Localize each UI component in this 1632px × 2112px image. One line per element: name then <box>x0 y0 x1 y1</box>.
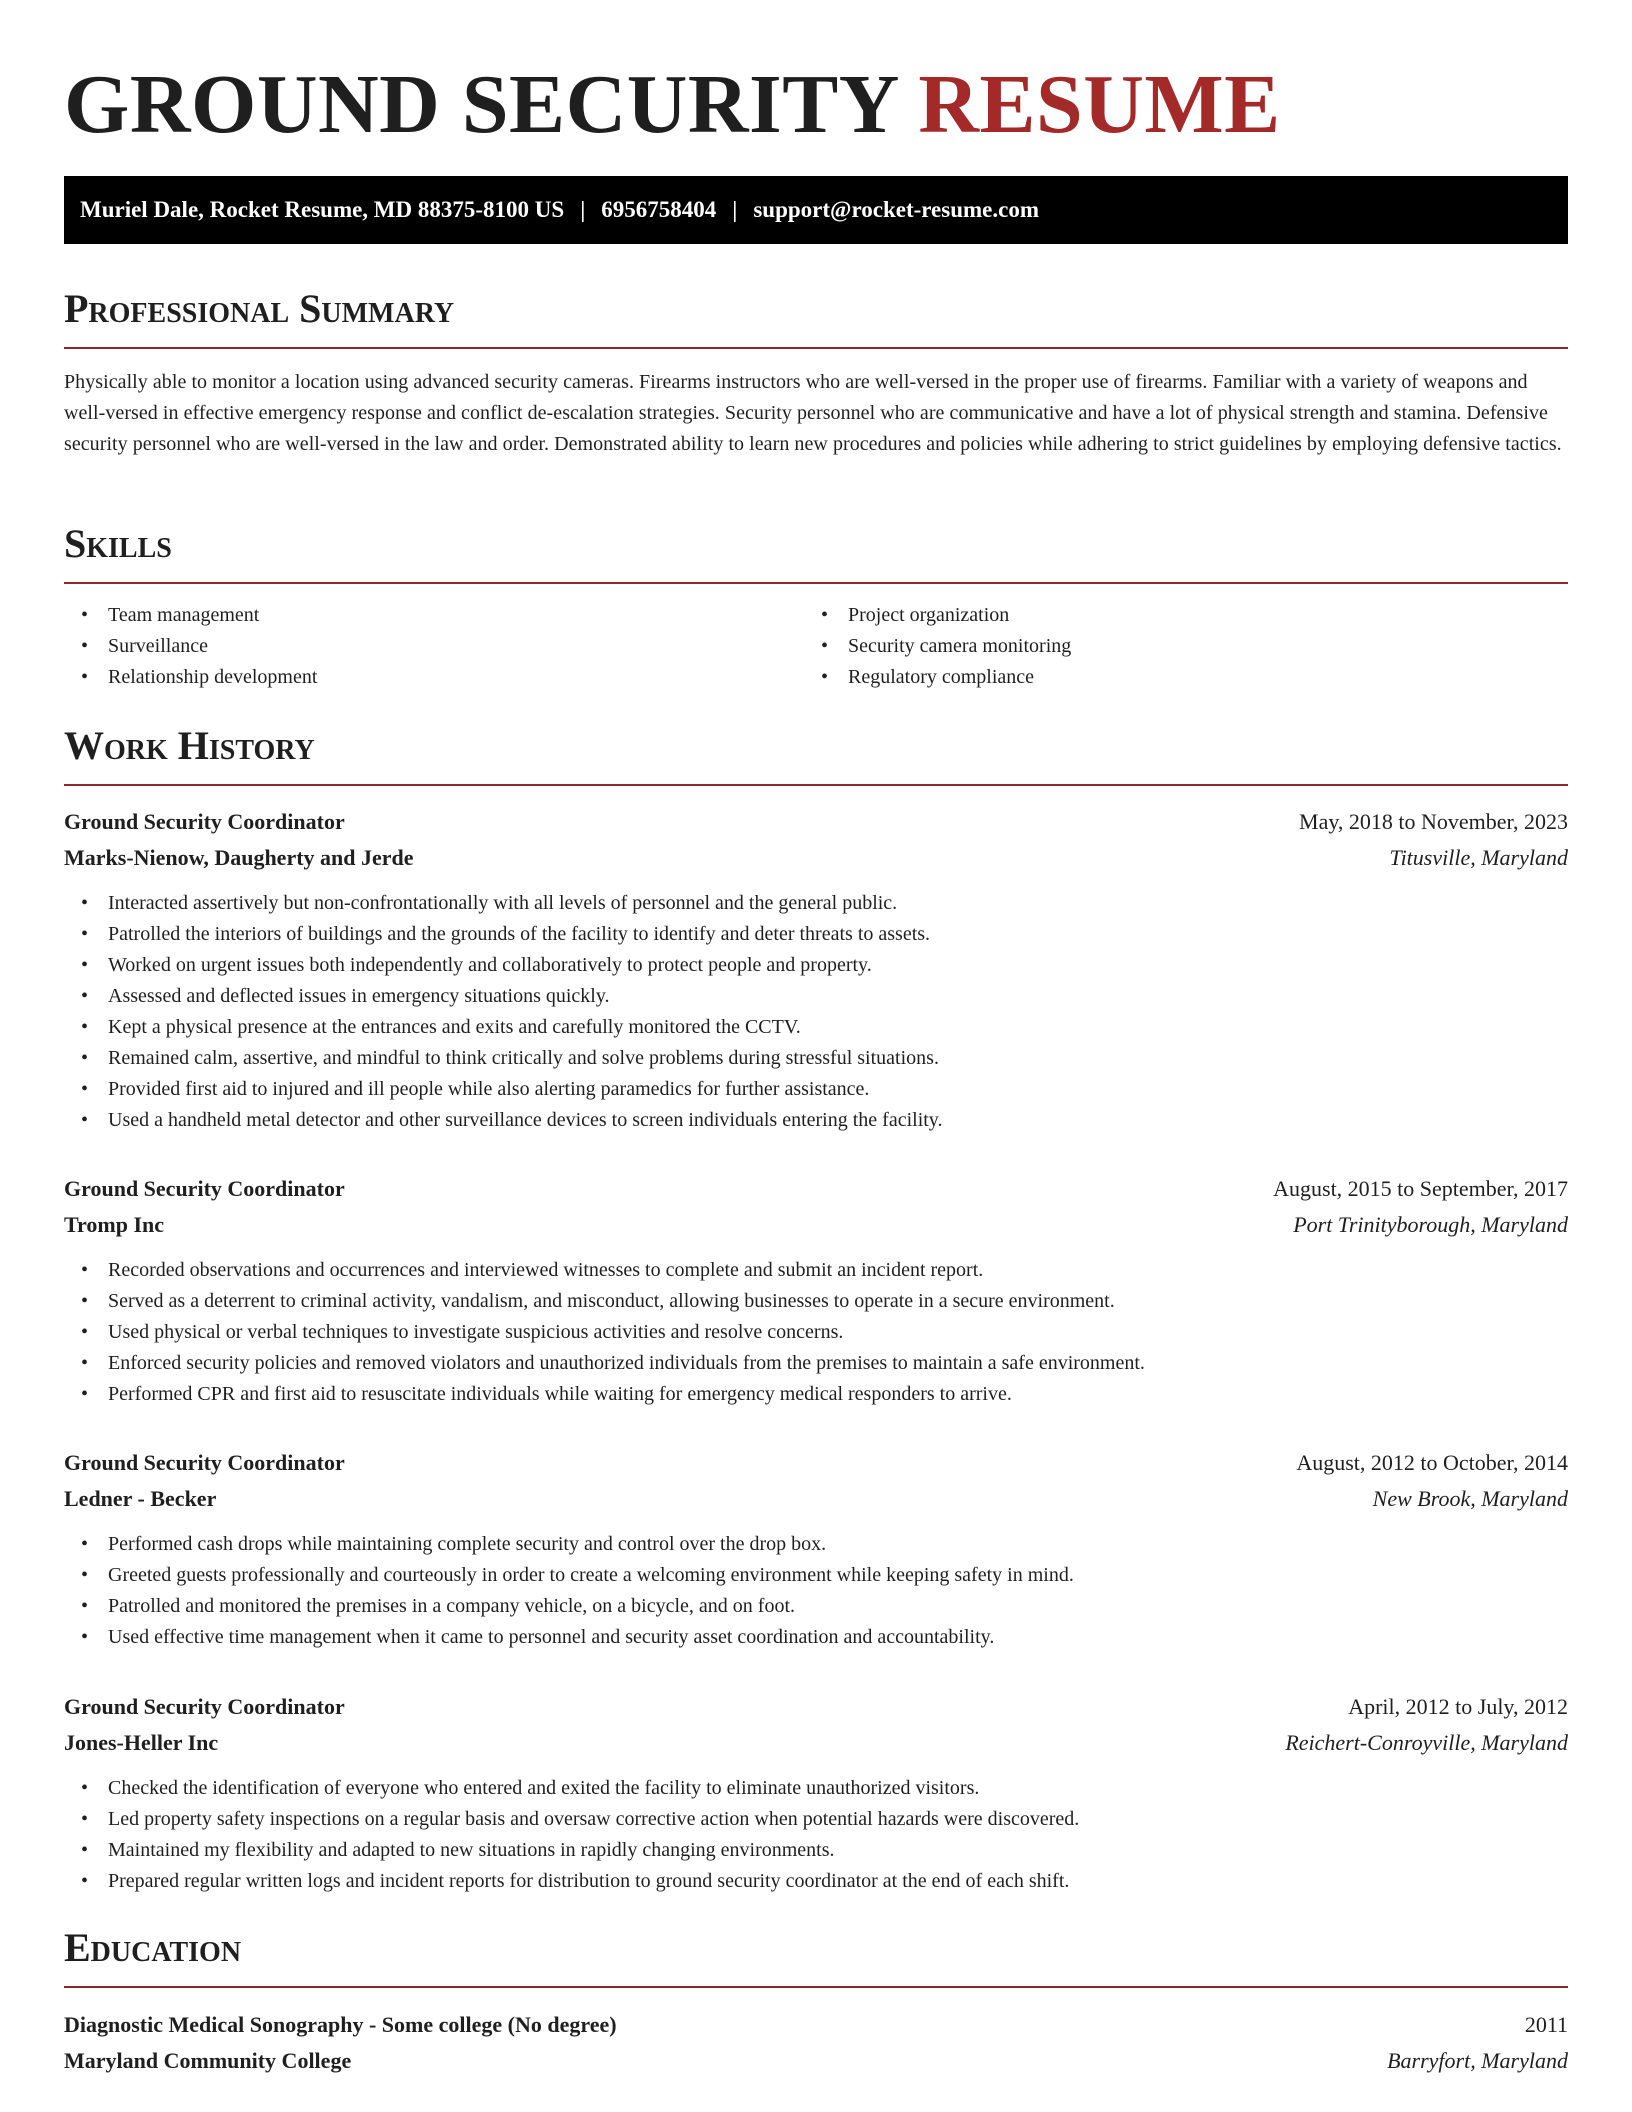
job-title: Ground Security Coordinator <box>64 1450 345 1475</box>
job-bullets <box>64 888 1568 1136</box>
section-heading: Professional Summary <box>64 285 1568 349</box>
job-bullet: • Used a handheld metal detector and other surveillance devices to screen individuals entering the facility. <box>64 1105 1568 1136</box>
job-entry <box>64 1171 1568 1410</box>
job-header-row <box>64 1689 1568 1725</box>
job-bullets <box>64 1773 1568 1897</box>
skill-item: • Team management <box>64 600 804 631</box>
job-dates: August, 2012 to October, 2014 <box>1296 1450 1568 1475</box>
job-bullet: • Used physical or verbal techniques to investigate suspicious activities and resolve concerns. <box>64 1317 1568 1348</box>
section-heading: Education <box>64 1924 1568 1988</box>
job-bullet: • Patrolled the interiors of buildings and the grounds of the facility to identify and deter threats to assets. <box>64 919 1568 950</box>
skills-list-left <box>64 600 804 693</box>
skill-item: • Surveillance <box>64 631 804 662</box>
work-history-section <box>64 722 1568 786</box>
job-company: Tromp Inc <box>64 1212 165 1237</box>
title-main: GROUND SECURITY <box>64 58 897 151</box>
job-dates: May, 2018 to November, 2023 <box>1299 809 1568 834</box>
job-title: Ground Security Coordinator <box>64 1694 345 1719</box>
job-bullet: • Used effective time management when it came to personnel and security asset coordination and accountability. <box>64 1622 1568 1653</box>
skills-section <box>64 520 1568 693</box>
job-bullet: • Led property safety inspections on a regular basis and oversaw corrective action when potential hazards were discovered. <box>64 1804 1568 1835</box>
skill-item: • Security camera monitoring <box>804 631 1544 662</box>
contact-bar <box>64 176 1568 244</box>
job-bullet: • Remained calm, assertive, and mindful to think critically and solve problems during stressful situations. <box>64 1043 1568 1074</box>
job-bullet: • Recorded observations and occurrences and interviewed witnesses to complete and submit an incident report. <box>64 1255 1568 1286</box>
skill-item: • Relationship development <box>64 662 804 693</box>
job-location: Titusville, Maryland <box>1389 845 1568 870</box>
education-entry <box>64 2007 1568 2079</box>
summary-text: Physically able to monitor a location using advanced security cameras. Firearms instructors who are well-versed in the proper use of firearms. Familiar with a variety of weapons and well-versed in effective emergency response and conflict de-escalation strategies. Security personnel who are communicative and have a lot of physical strength and stamina. Defensive security personnel who are well-versed in the law and order. Demonstrated ability to learn new procedures and policies while adhering to strict guidelines by employing defensive tactics. <box>64 371 1562 455</box>
contact-address: Muriel Dale, Rocket Resume, MD 88375-8100 US <box>80 197 565 222</box>
education-school-row <box>64 2043 1568 2079</box>
job-location: Port Trinityborough, Maryland <box>1293 1212 1568 1237</box>
job-entry <box>64 804 1568 1136</box>
job-header-row <box>64 1445 1568 1481</box>
education-location: Barryfort, Maryland <box>1387 2048 1568 2073</box>
contact-separator: | <box>732 197 738 222</box>
job-bullet: • Provided first aid to injured and ill people while also alerting paramedics for further assistance. <box>64 1074 1568 1105</box>
job-entry <box>64 1689 1568 1897</box>
job-bullet: • Checked the identification of everyone who entered and exited the facility to eliminate unauthorized visitors. <box>64 1773 1568 1804</box>
skills-list-right <box>804 600 1544 693</box>
job-bullet: • Prepared regular written logs and incident reports for distribution to ground security coordinator at the end of each shift. <box>64 1866 1568 1897</box>
job-bullet: • Performed CPR and first aid to resuscitate individuals while waiting for emergency medical responders to arrive. <box>64 1379 1568 1410</box>
job-bullet: • Worked on urgent issues both independently and collaboratively to protect people and property. <box>64 950 1568 981</box>
job-title: Ground Security Coordinator <box>64 809 345 834</box>
job-bullet: • Enforced security policies and removed violators and unauthorized individuals from the premises to maintain a safe environment. <box>64 1348 1568 1379</box>
job-bullet: • Performed cash drops while maintaining complete security and control over the drop box. <box>64 1529 1568 1560</box>
skill-item: • Regulatory compliance <box>804 662 1544 693</box>
job-company: Marks-Nienow, Daugherty and Jerde <box>64 845 414 870</box>
job-bullets <box>64 1529 1568 1653</box>
education-degree: Diagnostic Medical Sonography - Some college (No degree) <box>64 2012 617 2037</box>
job-company-row <box>64 1725 1568 1761</box>
resume-title <box>64 60 1568 150</box>
job-company-row <box>64 840 1568 876</box>
title-accent: RESUME <box>918 58 1281 151</box>
job-bullet: • Maintained my flexibility and adapted to new situations in rapidly changing environments. <box>64 1835 1568 1866</box>
job-header-row <box>64 1171 1568 1207</box>
skill-item: • Project organization <box>804 600 1544 631</box>
education-section <box>64 1924 1568 1988</box>
job-bullet: • Greeted guests professionally and courteously in order to create a welcoming environment while keeping safety in mind. <box>64 1560 1568 1591</box>
job-location: Reichert-Conroyville, Maryland <box>1285 1730 1568 1755</box>
job-bullet: • Interacted assertively but non-confrontationally with all levels of personnel and the general public. <box>64 888 1568 919</box>
skills-columns <box>64 600 1568 693</box>
resume-page <box>64 0 1568 2073</box>
job-company-row <box>64 1481 1568 1517</box>
contact-email[interactable]: support@rocket-resume.com <box>753 197 1039 222</box>
section-heading: Skills <box>64 520 1568 584</box>
job-bullet: • Kept a physical presence at the entrances and exits and carefully monitored the CCTV. <box>64 1012 1568 1043</box>
job-bullets <box>64 1255 1568 1410</box>
contact-phone: 6956758404 <box>601 197 717 222</box>
job-company-row <box>64 1207 1568 1243</box>
job-bullet: • Patrolled and monitored the premises in a company vehicle, on a bicycle, and on foot. <box>64 1591 1568 1622</box>
job-bullet: • Assessed and deflected issues in emergency situations quickly. <box>64 981 1568 1012</box>
contact-separator: | <box>580 197 586 222</box>
professional-summary-section <box>64 285 1568 460</box>
job-company: Jones-Heller Inc <box>64 1730 219 1755</box>
education-school: Maryland Community College <box>64 2048 352 2073</box>
job-bullet: • Served as a deterrent to criminal activity, vandalism, and misconduct, allowing businesses to operate in a secure environment. <box>64 1286 1568 1317</box>
education-header-row <box>64 2007 1568 2043</box>
job-entry <box>64 1445 1568 1653</box>
section-heading: Work History <box>64 722 1568 786</box>
job-dates: August, 2015 to September, 2017 <box>1273 1176 1568 1201</box>
education-year: 2011 <box>1524 2012 1568 2037</box>
job-company: Ledner - Becker <box>64 1486 217 1511</box>
job-dates: April, 2012 to July, 2012 <box>1348 1694 1568 1719</box>
job-location: New Brook, Maryland <box>1372 1486 1568 1511</box>
job-header-row <box>64 804 1568 840</box>
job-title: Ground Security Coordinator <box>64 1176 345 1201</box>
